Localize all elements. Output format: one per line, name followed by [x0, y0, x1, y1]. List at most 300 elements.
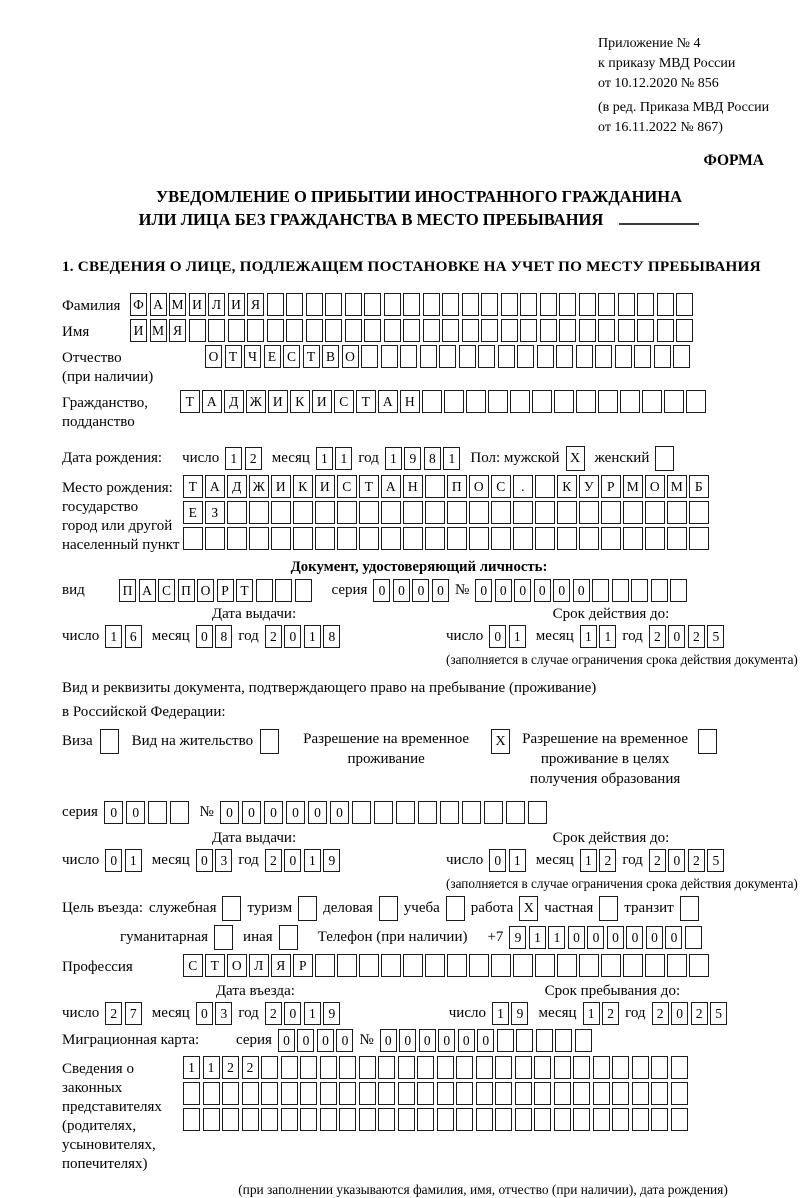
residence-number-cells-cell[interactable]: 0: [220, 801, 240, 824]
phone-cells-cell[interactable]: 9: [509, 926, 526, 949]
representatives-cells-row2-cell[interactable]: [417, 1082, 434, 1105]
patronymic-cells-cell[interactable]: [654, 345, 671, 368]
migration-number-cells-cell[interactable]: [555, 1029, 572, 1052]
entry-month-cells-cell[interactable]: 3: [215, 1002, 232, 1025]
doc-series-cells-cell[interactable]: 0: [373, 579, 390, 602]
surname-cells-cell[interactable]: [559, 293, 576, 316]
birthplace-cells-row1-cell[interactable]: А: [381, 475, 401, 498]
representatives-cells-row1-cell[interactable]: 1: [203, 1056, 220, 1079]
citizenship-cells-cell[interactable]: [642, 390, 662, 413]
profession-cells-cell[interactable]: Т: [205, 954, 225, 977]
migration-number-cells-cell[interactable]: [497, 1029, 514, 1052]
representatives-cells-row2-cell[interactable]: [632, 1082, 649, 1105]
birthplace-cells-row1-cell[interactable]: Д: [227, 475, 247, 498]
profession-cells-cell[interactable]: Л: [249, 954, 269, 977]
patronymic-cells-cell[interactable]: Е: [264, 345, 281, 368]
birthplace-cells-row1-cell[interactable]: Н: [403, 475, 423, 498]
doc-kind-cells-cell[interactable]: С: [158, 579, 175, 602]
citizenship-cells-cell[interactable]: К: [290, 390, 310, 413]
residence-number-cells-cell[interactable]: [352, 801, 372, 824]
res-issue-month-cells-cell[interactable]: 3: [215, 849, 232, 872]
representatives-cells-row1-cell[interactable]: [378, 1056, 395, 1079]
phone-cells-cell[interactable]: 0: [587, 926, 604, 949]
birthplace-cells-row2-cell[interactable]: [601, 501, 621, 524]
birthplace-cells-row1-cell[interactable]: У: [579, 475, 599, 498]
citizenship-cells-cell[interactable]: [444, 390, 464, 413]
birthplace-cells-row1-cell[interactable]: [425, 475, 445, 498]
surname-cells-cell[interactable]: [286, 293, 303, 316]
birthplace-cells-row2-cell[interactable]: [579, 501, 599, 524]
birthplace-cells-row3-cell[interactable]: [535, 527, 555, 550]
birthplace-cells-row1-cell[interactable]: .: [513, 475, 533, 498]
patronymic-cells-cell[interactable]: [634, 345, 651, 368]
res-valid-year-cells-cell[interactable]: 2: [688, 849, 705, 872]
entry-year-cells-cell[interactable]: 1: [304, 1002, 321, 1025]
representatives-cells-row1-cell[interactable]: [456, 1056, 473, 1079]
representatives-cells-row1-cell[interactable]: [398, 1056, 415, 1079]
representatives-cells-row3-cell[interactable]: [534, 1108, 551, 1131]
temp-residence-checkbox-cell[interactable]: X: [491, 729, 510, 754]
profession-cells-cell[interactable]: [579, 954, 599, 977]
representatives-cells-row2-cell[interactable]: [261, 1082, 278, 1105]
migration-number-cells-cell[interactable]: 0: [458, 1029, 475, 1052]
residence-series-cells-cell[interactable]: 0: [104, 801, 124, 824]
profession-cells-cell[interactable]: [491, 954, 511, 977]
temp-residence-education-checkbox-cell[interactable]: [698, 729, 717, 754]
birthplace-cells-row3-cell[interactable]: [469, 527, 489, 550]
citizenship-cells-cell[interactable]: [620, 390, 640, 413]
migration-number-cells-cell[interactable]: 0: [380, 1029, 397, 1052]
patronymic-cells-cell[interactable]: С: [283, 345, 300, 368]
name-cells-cell[interactable]: [481, 319, 498, 342]
representatives-cells-row2-cell[interactable]: [222, 1082, 239, 1105]
stay-month-cells-cell[interactable]: 1: [583, 1002, 600, 1025]
surname-cells-cell[interactable]: [481, 293, 498, 316]
representatives-cells-row3-cell[interactable]: [378, 1108, 395, 1131]
birthplace-cells-row2-cell[interactable]: [513, 501, 533, 524]
migration-number-cells-cell[interactable]: [516, 1029, 533, 1052]
residence-number-cells-cell[interactable]: 0: [242, 801, 262, 824]
patronymic-cells-cell[interactable]: О: [205, 345, 222, 368]
phone-cells-cell[interactable]: 1: [529, 926, 546, 949]
birthplace-cells-row2-cell[interactable]: [293, 501, 313, 524]
birth-year-cells-cell[interactable]: 9: [404, 447, 421, 470]
patronymic-cells-cell[interactable]: [478, 345, 495, 368]
doc-kind-cells-cell[interactable]: А: [139, 579, 156, 602]
migration-series-cells-cell[interactable]: 0: [336, 1029, 353, 1052]
representatives-cells-row3-cell[interactable]: [359, 1108, 376, 1131]
birthplace-cells-row3-cell[interactable]: [337, 527, 357, 550]
representatives-cells-row1-cell[interactable]: [417, 1056, 434, 1079]
citizenship-cells-cell[interactable]: [532, 390, 552, 413]
res-issue-day-cells-cell[interactable]: 0: [105, 849, 122, 872]
surname-cells-cell[interactable]: [364, 293, 381, 316]
representatives-cells-row1-cell[interactable]: [261, 1056, 278, 1079]
migration-number-cells-cell[interactable]: [536, 1029, 553, 1052]
name-cells-cell[interactable]: [306, 319, 323, 342]
birthplace-cells-row2-cell[interactable]: [667, 501, 687, 524]
birth-year-cells-cell[interactable]: 8: [424, 447, 441, 470]
citizenship-cells-cell[interactable]: И: [312, 390, 332, 413]
entry-day-cells-cell[interactable]: 7: [125, 1002, 142, 1025]
birthplace-cells-row3-cell[interactable]: [315, 527, 335, 550]
profession-cells-cell[interactable]: [337, 954, 357, 977]
citizenship-cells-cell[interactable]: [488, 390, 508, 413]
doc-kind-cells-cell[interactable]: Т: [236, 579, 253, 602]
name-cells-cell[interactable]: [462, 319, 479, 342]
name-cells-cell[interactable]: [676, 319, 693, 342]
representatives-cells-row3-cell[interactable]: [593, 1108, 610, 1131]
residence-permit-checkbox-cell[interactable]: [260, 729, 279, 754]
surname-cells-cell[interactable]: [442, 293, 459, 316]
representatives-cells-row2-cell[interactable]: [534, 1082, 551, 1105]
birthplace-cells-row2-cell[interactable]: [557, 501, 577, 524]
name-cells-cell[interactable]: [384, 319, 401, 342]
phone-cells-cell[interactable]: 0: [646, 926, 663, 949]
patronymic-cells-cell[interactable]: [615, 345, 632, 368]
representatives-cells-row2-cell[interactable]: [612, 1082, 629, 1105]
representatives-cells-row1-cell[interactable]: [281, 1056, 298, 1079]
birthplace-cells-row1-cell[interactable]: К: [293, 475, 313, 498]
patronymic-cells-cell[interactable]: [439, 345, 456, 368]
birthplace-cells-row1-cell[interactable]: Т: [183, 475, 203, 498]
name-cells-cell[interactable]: [189, 319, 206, 342]
patronymic-cells-cell[interactable]: [361, 345, 378, 368]
birthplace-cells-row3-cell[interactable]: [293, 527, 313, 550]
surname-cells-cell[interactable]: И: [228, 293, 245, 316]
birthplace-cells-row2-cell[interactable]: Е: [183, 501, 203, 524]
representatives-cells-row1-cell[interactable]: [476, 1056, 493, 1079]
representatives-cells-row1-cell[interactable]: [632, 1056, 649, 1079]
representatives-cells-row3-cell[interactable]: [456, 1108, 473, 1131]
birthplace-cells-row2-cell[interactable]: [447, 501, 467, 524]
doc-kind-cells-cell[interactable]: [295, 579, 312, 602]
representatives-cells-row2-cell[interactable]: [554, 1082, 571, 1105]
birthplace-cells-row1-cell[interactable]: И: [271, 475, 291, 498]
valid-year-cells-cell[interactable]: 5: [707, 625, 724, 648]
sex-female-checkbox-cell[interactable]: [655, 446, 674, 471]
doc-kind-cells-cell[interactable]: П: [119, 579, 136, 602]
patronymic-cells-cell[interactable]: О: [342, 345, 359, 368]
purpose-work-checkbox-cell[interactable]: X: [519, 896, 538, 921]
stay-day-cells-cell[interactable]: 1: [492, 1002, 509, 1025]
residence-number-cells-cell[interactable]: [528, 801, 548, 824]
profession-cells-cell[interactable]: [403, 954, 423, 977]
representatives-cells-row3-cell[interactable]: [671, 1108, 688, 1131]
representatives-cells-row2-cell[interactable]: [183, 1082, 200, 1105]
name-cells-cell[interactable]: [618, 319, 635, 342]
birthplace-cells-row3-cell[interactable]: [491, 527, 511, 550]
birthplace-cells-row1-cell[interactable]: М: [667, 475, 687, 498]
representatives-cells-row3-cell[interactable]: [281, 1108, 298, 1131]
birthplace-cells-row2-cell[interactable]: [623, 501, 643, 524]
valid-month-cells-cell[interactable]: 1: [599, 625, 616, 648]
citizenship-cells-cell[interactable]: [664, 390, 684, 413]
birthplace-cells-row1-cell[interactable]: М: [623, 475, 643, 498]
migration-number-cells-cell[interactable]: 0: [399, 1029, 416, 1052]
birthplace-cells-row2-cell[interactable]: [315, 501, 335, 524]
representatives-cells-row1-cell[interactable]: [573, 1056, 590, 1079]
purpose-study-checkbox-cell[interactable]: [446, 896, 465, 921]
issue-day-cells-cell[interactable]: 6: [125, 625, 142, 648]
res-valid-month-cells-cell[interactable]: 2: [599, 849, 616, 872]
birthplace-cells-row3-cell[interactable]: [271, 527, 291, 550]
migration-number-cells-cell[interactable]: 0: [477, 1029, 494, 1052]
profession-cells-cell[interactable]: [381, 954, 401, 977]
name-cells-cell[interactable]: [208, 319, 225, 342]
issue-year-cells-cell[interactable]: 8: [323, 625, 340, 648]
citizenship-cells-cell[interactable]: [576, 390, 596, 413]
representatives-cells-row3-cell[interactable]: [398, 1108, 415, 1131]
representatives-cells-row1-cell[interactable]: [515, 1056, 532, 1079]
representatives-cells-row1-cell[interactable]: [320, 1056, 337, 1079]
doc-number-cells-cell[interactable]: [612, 579, 629, 602]
surname-cells-cell[interactable]: [267, 293, 284, 316]
birthplace-cells-row3-cell[interactable]: [183, 527, 203, 550]
stay-year-cells-cell[interactable]: 2: [691, 1002, 708, 1025]
representatives-cells-row3-cell[interactable]: [437, 1108, 454, 1131]
residence-number-cells-cell[interactable]: [484, 801, 504, 824]
doc-number-cells-cell[interactable]: 0: [534, 579, 551, 602]
valid-year-cells-cell[interactable]: 0: [668, 625, 685, 648]
birthplace-cells-row3-cell[interactable]: [359, 527, 379, 550]
phone-cells-cell[interactable]: 0: [626, 926, 643, 949]
representatives-cells-row1-cell[interactable]: [534, 1056, 551, 1079]
birthplace-cells-row3-cell[interactable]: [249, 527, 269, 550]
profession-cells-cell[interactable]: С: [183, 954, 203, 977]
citizenship-cells-cell[interactable]: [422, 390, 442, 413]
purpose-humanitarian-checkbox-cell[interactable]: [214, 925, 233, 950]
citizenship-cells-cell[interactable]: [466, 390, 486, 413]
representatives-cells-row1-cell[interactable]: 1: [183, 1056, 200, 1079]
doc-number-cells-cell[interactable]: [592, 579, 609, 602]
name-cells-cell[interactable]: [442, 319, 459, 342]
surname-cells-cell[interactable]: [618, 293, 635, 316]
surname-cells-cell[interactable]: [423, 293, 440, 316]
purpose-business-checkbox-cell[interactable]: [379, 896, 398, 921]
representatives-cells-row3-cell[interactable]: [300, 1108, 317, 1131]
birthplace-cells-row3-cell[interactable]: [689, 527, 709, 550]
surname-cells-cell[interactable]: [403, 293, 420, 316]
residence-series-cells-cell[interactable]: [170, 801, 190, 824]
representatives-cells-row3-cell[interactable]: [476, 1108, 493, 1131]
birthplace-cells-row1-cell[interactable]: Ж: [249, 475, 269, 498]
valid-month-cells-cell[interactable]: 1: [580, 625, 597, 648]
profession-cells-cell[interactable]: [535, 954, 555, 977]
representatives-cells-row3-cell[interactable]: [203, 1108, 220, 1131]
res-issue-day-cells-cell[interactable]: 1: [125, 849, 142, 872]
birthplace-cells-row2-cell[interactable]: [359, 501, 379, 524]
patronymic-cells-cell[interactable]: В: [322, 345, 339, 368]
doc-number-cells-cell[interactable]: 0: [475, 579, 492, 602]
surname-cells-cell[interactable]: [345, 293, 362, 316]
citizenship-cells-cell[interactable]: Ж: [246, 390, 266, 413]
issue-month-cells-cell[interactable]: 0: [196, 625, 213, 648]
name-cells-cell[interactable]: [657, 319, 674, 342]
birthplace-cells-row3-cell[interactable]: [667, 527, 687, 550]
name-cells-cell[interactable]: [364, 319, 381, 342]
patronymic-cells-cell[interactable]: [556, 345, 573, 368]
residence-number-cells-cell[interactable]: 0: [330, 801, 350, 824]
birth-day-cells-cell[interactable]: 2: [245, 447, 262, 470]
representatives-cells-row2-cell[interactable]: [671, 1082, 688, 1105]
birthplace-cells-row1-cell[interactable]: Т: [359, 475, 379, 498]
representatives-cells-row2-cell[interactable]: [456, 1082, 473, 1105]
birthplace-cells-row2-cell[interactable]: [535, 501, 555, 524]
entry-year-cells-cell[interactable]: 9: [323, 1002, 340, 1025]
representatives-cells-row1-cell[interactable]: [554, 1056, 571, 1079]
representatives-cells-row1-cell[interactable]: [339, 1056, 356, 1079]
birthplace-cells-row1-cell[interactable]: О: [469, 475, 489, 498]
profession-cells-cell[interactable]: [359, 954, 379, 977]
doc-kind-cells-cell[interactable]: О: [197, 579, 214, 602]
representatives-cells-row1-cell[interactable]: 2: [222, 1056, 239, 1079]
purpose-tourism-checkbox-cell[interactable]: [298, 896, 317, 921]
name-cells-cell[interactable]: [520, 319, 537, 342]
phone-cells-cell[interactable]: 0: [568, 926, 585, 949]
representatives-cells-row2-cell[interactable]: [398, 1082, 415, 1105]
representatives-cells-row2-cell[interactable]: [339, 1082, 356, 1105]
birthplace-cells-row2-cell[interactable]: [491, 501, 511, 524]
doc-number-cells-cell[interactable]: 0: [495, 579, 512, 602]
name-cells-cell[interactable]: [325, 319, 342, 342]
name-cells-cell[interactable]: [540, 319, 557, 342]
residence-number-cells-cell[interactable]: 0: [308, 801, 328, 824]
birthplace-cells-row1-cell[interactable]: С: [337, 475, 357, 498]
birthplace-cells-row2-cell[interactable]: [469, 501, 489, 524]
name-cells-cell[interactable]: М: [150, 319, 167, 342]
surname-cells-cell[interactable]: [657, 293, 674, 316]
doc-number-cells-cell[interactable]: 0: [514, 579, 531, 602]
doc-series-cells-cell[interactable]: 0: [393, 579, 410, 602]
phone-cells-cell[interactable]: 0: [665, 926, 682, 949]
doc-series-cells-cell[interactable]: 0: [432, 579, 449, 602]
name-cells-cell[interactable]: [267, 319, 284, 342]
name-cells-cell[interactable]: [403, 319, 420, 342]
birthplace-cells-row1-cell[interactable]: Р: [601, 475, 621, 498]
profession-cells-cell[interactable]: Я: [271, 954, 291, 977]
citizenship-cells-cell[interactable]: [554, 390, 574, 413]
representatives-cells-row1-cell[interactable]: [359, 1056, 376, 1079]
profession-cells-cell[interactable]: [689, 954, 709, 977]
doc-series-cells-cell[interactable]: 0: [412, 579, 429, 602]
citizenship-cells-cell[interactable]: Д: [224, 390, 244, 413]
representatives-cells-row2-cell[interactable]: [437, 1082, 454, 1105]
birthplace-cells-row1-cell[interactable]: А: [205, 475, 225, 498]
residence-series-cells-cell[interactable]: 0: [126, 801, 146, 824]
res-valid-year-cells-cell[interactable]: 2: [649, 849, 666, 872]
stay-year-cells-cell[interactable]: 2: [652, 1002, 669, 1025]
citizenship-cells-cell[interactable]: Т: [356, 390, 376, 413]
surname-cells-cell[interactable]: [598, 293, 615, 316]
profession-cells-cell[interactable]: [469, 954, 489, 977]
birthplace-cells-row3-cell[interactable]: [601, 527, 621, 550]
phone-cells-cell[interactable]: [685, 926, 702, 949]
res-issue-year-cells-cell[interactable]: 1: [304, 849, 321, 872]
surname-cells-cell[interactable]: [462, 293, 479, 316]
surname-cells-cell[interactable]: [325, 293, 342, 316]
patronymic-cells-cell[interactable]: [595, 345, 612, 368]
citizenship-cells-cell[interactable]: Т: [180, 390, 200, 413]
representatives-cells-row2-cell[interactable]: [300, 1082, 317, 1105]
surname-cells-cell[interactable]: [676, 293, 693, 316]
representatives-cells-row3-cell[interactable]: [495, 1108, 512, 1131]
patronymic-cells-cell[interactable]: [517, 345, 534, 368]
birthplace-cells-row1-cell[interactable]: И: [315, 475, 335, 498]
profession-cells-cell[interactable]: Р: [293, 954, 313, 977]
representatives-cells-row3-cell[interactable]: [632, 1108, 649, 1131]
doc-kind-cells-cell[interactable]: Р: [217, 579, 234, 602]
representatives-cells-row3-cell[interactable]: [242, 1108, 259, 1131]
residence-number-cells-cell[interactable]: [440, 801, 460, 824]
migration-series-cells-cell[interactable]: 0: [278, 1029, 295, 1052]
name-cells-cell[interactable]: Я: [169, 319, 186, 342]
profession-cells-cell[interactable]: [645, 954, 665, 977]
representatives-cells-row3-cell[interactable]: [651, 1108, 668, 1131]
doc-number-cells-cell[interactable]: 0: [553, 579, 570, 602]
birthplace-cells-row3-cell[interactable]: [447, 527, 467, 550]
representatives-cells-row3-cell[interactable]: [339, 1108, 356, 1131]
citizenship-cells-cell[interactable]: [686, 390, 706, 413]
profession-cells-cell[interactable]: О: [227, 954, 247, 977]
res-valid-month-cells-cell[interactable]: 1: [580, 849, 597, 872]
residence-number-cells-cell[interactable]: 0: [264, 801, 284, 824]
surname-cells-cell[interactable]: Л: [208, 293, 225, 316]
stay-day-cells-cell[interactable]: 9: [511, 1002, 528, 1025]
surname-cells-cell[interactable]: М: [169, 293, 186, 316]
doc-kind-cells-cell[interactable]: [275, 579, 292, 602]
citizenship-cells-cell[interactable]: [510, 390, 530, 413]
phone-cells-cell[interactable]: 0: [607, 926, 624, 949]
birthplace-cells-row2-cell[interactable]: [249, 501, 269, 524]
representatives-cells-row2-cell[interactable]: [378, 1082, 395, 1105]
surname-cells-cell[interactable]: [520, 293, 537, 316]
birthplace-cells-row1-cell[interactable]: П: [447, 475, 467, 498]
representatives-cells-row1-cell[interactable]: [593, 1056, 610, 1079]
surname-cells-cell[interactable]: [637, 293, 654, 316]
citizenship-cells-cell[interactable]: С: [334, 390, 354, 413]
name-cells-cell[interactable]: [247, 319, 264, 342]
representatives-cells-row3-cell[interactable]: [554, 1108, 571, 1131]
citizenship-cells-cell[interactable]: И: [268, 390, 288, 413]
representatives-cells-row3-cell[interactable]: [222, 1108, 239, 1131]
representatives-cells-row1-cell[interactable]: [651, 1056, 668, 1079]
representatives-cells-row2-cell[interactable]: [593, 1082, 610, 1105]
valid-day-cells-cell[interactable]: 0: [489, 625, 506, 648]
residence-number-cells-cell[interactable]: 0: [286, 801, 306, 824]
name-cells-cell[interactable]: [423, 319, 440, 342]
surname-cells-cell[interactable]: [501, 293, 518, 316]
representatives-cells-row2-cell[interactable]: [242, 1082, 259, 1105]
entry-month-cells-cell[interactable]: 0: [196, 1002, 213, 1025]
birthplace-cells-row3-cell[interactable]: [579, 527, 599, 550]
birthplace-cells-row3-cell[interactable]: [425, 527, 445, 550]
representatives-cells-row1-cell[interactable]: [495, 1056, 512, 1079]
birthplace-cells-row1-cell[interactable]: Б: [689, 475, 709, 498]
patronymic-cells-cell[interactable]: [498, 345, 515, 368]
profession-cells-cell[interactable]: [623, 954, 643, 977]
stay-month-cells-cell[interactable]: 2: [602, 1002, 619, 1025]
representatives-cells-row2-cell[interactable]: [203, 1082, 220, 1105]
profession-cells-cell[interactable]: [425, 954, 445, 977]
surname-cells-cell[interactable]: [384, 293, 401, 316]
residence-series-cells-cell[interactable]: [148, 801, 168, 824]
surname-cells-cell[interactable]: [579, 293, 596, 316]
profession-cells-cell[interactable]: [447, 954, 467, 977]
representatives-cells-row3-cell[interactable]: [612, 1108, 629, 1131]
birth-month-cells-cell[interactable]: 1: [335, 447, 352, 470]
patronymic-cells-cell[interactable]: [673, 345, 690, 368]
